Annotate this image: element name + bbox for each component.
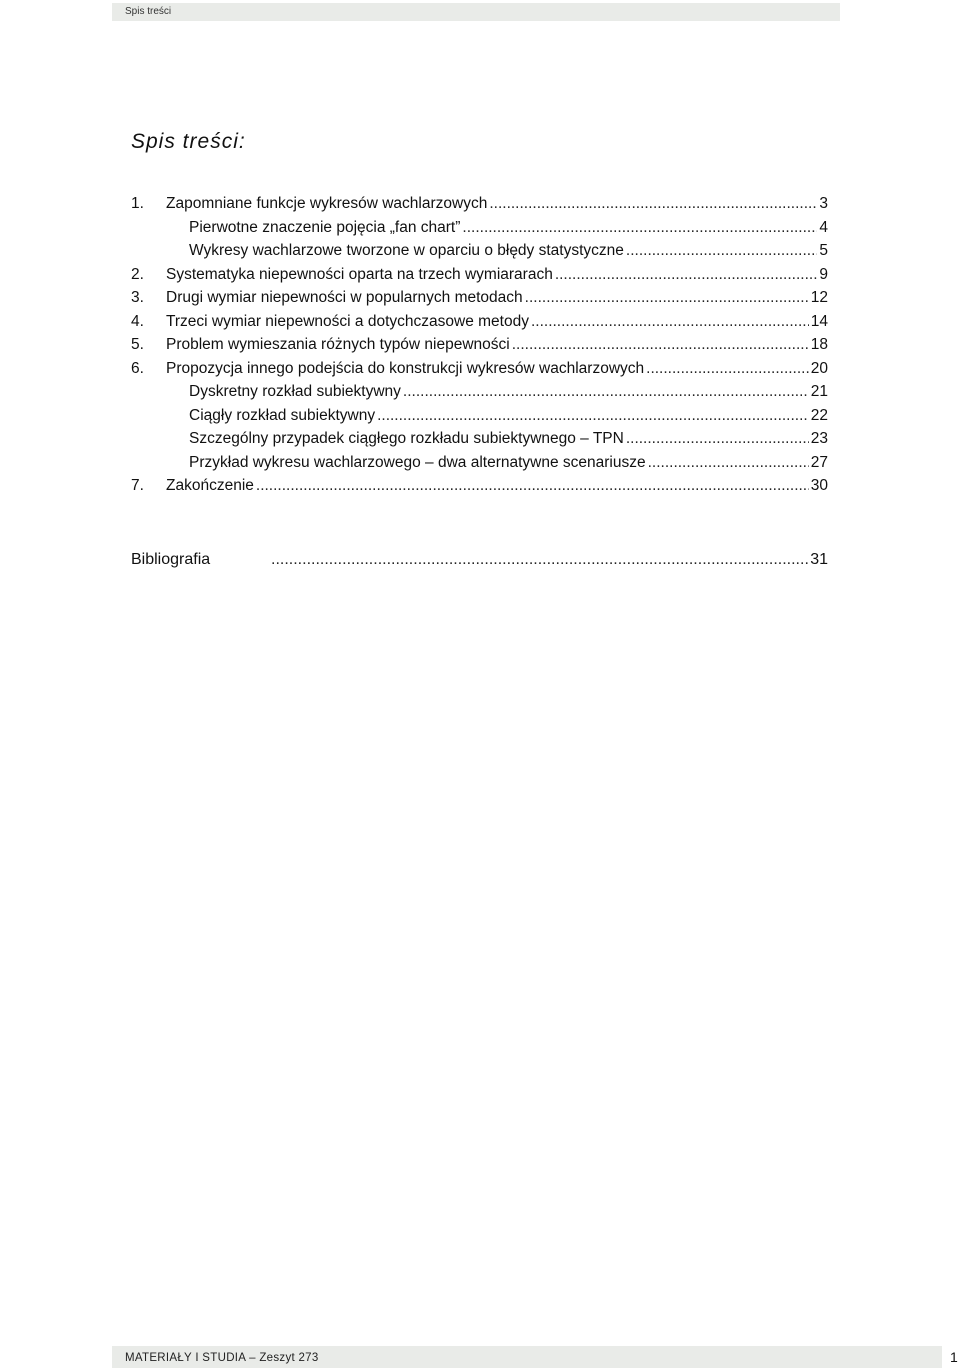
- toc-entry-page: 22: [810, 406, 828, 424]
- toc-entry-number: 7.: [131, 477, 144, 494]
- toc-subentry[interactable]: [131, 451, 828, 475]
- toc-entry-number: 2.: [131, 265, 144, 283]
- toc-entry[interactable]: [131, 333, 828, 357]
- toc-entry[interactable]: [131, 192, 828, 216]
- toc-entry-page: 20: [810, 359, 828, 377]
- footer-publication: MATERIAŁY I STUDIA – Zeszyt 273: [125, 1352, 319, 1364]
- toc-list: [131, 192, 828, 498]
- toc-bibliography[interactable]: [131, 548, 828, 572]
- toc-entry-page: 14: [810, 312, 828, 330]
- toc-leader-dots: [525, 286, 809, 310]
- toc-entry-page: 18: [810, 336, 828, 353]
- toc-entry-page: 23: [810, 430, 828, 447]
- toc-entry-number: 4.: [131, 312, 144, 330]
- toc-subentry[interactable]: [131, 380, 828, 404]
- toc-leader-dots: [531, 310, 809, 334]
- toc-leader-dots: [271, 548, 808, 572]
- toc-leader-dots: [626, 239, 817, 263]
- toc-subentry[interactable]: [131, 216, 828, 240]
- toc-leader-dots: [489, 192, 817, 216]
- toc-entry-label: Propozycja innego podejścia do konstrukcji wykresów wachlarzowych: [166, 359, 645, 377]
- toc-entry-label: Dyskretny rozkład subiektywny: [189, 383, 401, 400]
- running-header-title: Spis treści: [125, 6, 172, 17]
- toc-entry-label: Drugi wymiar niepewności w popularnych metodach: [166, 289, 523, 306]
- toc-leader-dots: [512, 333, 809, 357]
- toc-entry-label: Zapomniane funkcje wykresów wachlarzowych: [166, 195, 488, 212]
- toc-subentry[interactable]: [131, 239, 828, 263]
- toc-entry-label: Systematyka niepewności oparta na trzech wymiararach: [166, 265, 553, 283]
- running-header: [112, 3, 840, 21]
- toc-leader-dots: [626, 427, 809, 451]
- toc-leader-dots: [403, 380, 809, 404]
- toc-entry[interactable]: [131, 474, 828, 498]
- toc-entry-page: 3: [819, 195, 828, 212]
- toc-entry-page: 21: [810, 383, 828, 400]
- toc-bibliography-page: 31: [810, 551, 828, 568]
- toc-entry-label: Szczególny przypadek ciągłego rozkładu subiektywnego – TPN: [189, 430, 624, 447]
- toc-entry-page: 9: [819, 265, 828, 283]
- toc-entry-label: Problem wymieszania różnych typów niepewności: [166, 336, 510, 353]
- toc-entry-page: 12: [810, 289, 828, 306]
- toc-subentry[interactable]: [131, 427, 828, 451]
- toc-entry-label: Przykład wykresu wachlarzowego – dwa alternatywne scenariusze: [189, 453, 646, 471]
- running-footer: [112, 1346, 942, 1368]
- toc-subentry[interactable]: [131, 404, 828, 428]
- toc-title: Spis treści:: [131, 130, 246, 153]
- toc-leader-dots: [648, 451, 809, 475]
- toc-entry-number: 6.: [131, 359, 144, 377]
- toc-entry-label: Ciągły rozkład subiektywny: [189, 406, 376, 424]
- toc-entry[interactable]: [131, 286, 828, 310]
- toc-entry-page: 27: [810, 453, 828, 471]
- toc-entry-label: Trzeci wymiar niepewności a dotychczasowe metody: [166, 312, 529, 330]
- toc-entry-label: Pierwotne znaczenie pojęcia „fan chart”: [189, 218, 461, 236]
- toc-entry-label: Wykresy wachlarzowe tworzone w oparciu o błędy statystyczne: [189, 242, 624, 259]
- toc-leader-dots: [555, 263, 818, 287]
- toc-leader-dots: [256, 474, 809, 498]
- toc-entry-number: 3.: [131, 289, 144, 306]
- toc-leader-dots: [646, 357, 809, 381]
- toc-entry-page: 30: [810, 477, 828, 494]
- toc-entry-page: 4: [819, 218, 828, 236]
- toc-entry-number: 1.: [131, 195, 144, 212]
- toc-entry[interactable]: [131, 310, 828, 334]
- toc-entry-number: 5.: [131, 336, 144, 353]
- toc-leader-dots: [462, 216, 817, 240]
- toc-entry[interactable]: [131, 357, 828, 381]
- toc-entry[interactable]: [131, 263, 828, 287]
- toc-entry-page: 5: [819, 242, 828, 259]
- toc-leader-dots: [377, 404, 809, 428]
- page-number: 1: [950, 1349, 958, 1365]
- toc-entry-label: Zakończenie: [166, 477, 254, 494]
- toc-bibliography-label: Bibliografia: [131, 551, 211, 568]
